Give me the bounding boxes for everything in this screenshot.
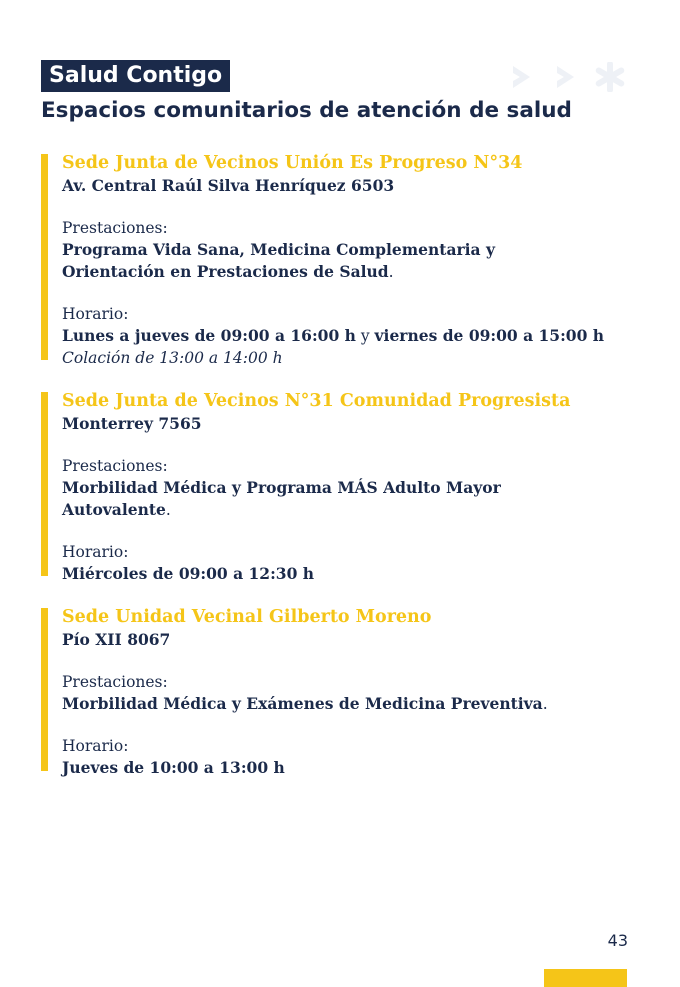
schedule-connector: y bbox=[355, 327, 375, 345]
services-line-2: Autovalente bbox=[62, 500, 166, 519]
services-text bbox=[62, 239, 642, 283]
footer-accent-bar bbox=[544, 969, 627, 987]
schedule-part-1: Lunes a jueves de 09:00 a 16:00 h bbox=[62, 326, 356, 345]
section-badge: Salud Contigo bbox=[41, 60, 230, 92]
chevron-right-icon bbox=[557, 66, 574, 88]
location-address: Pío XII 8067 bbox=[62, 630, 171, 649]
services-line-1: Morbilidad Médica y Exámenes de Medicina Preventiva bbox=[62, 694, 543, 713]
section-accent-bar bbox=[41, 392, 48, 576]
location-section-1 bbox=[41, 153, 641, 367]
services-period: . bbox=[542, 695, 548, 713]
header-decoration bbox=[510, 62, 630, 92]
services-line-2: Orientación en Prestaciones de Salud bbox=[62, 262, 389, 281]
services-text bbox=[62, 693, 642, 715]
location-title: Sede Unidad Vecinal Gilberto Moreno bbox=[62, 607, 432, 627]
services-label: Prestaciones: bbox=[62, 219, 168, 237]
location-section-2 bbox=[41, 391, 641, 583]
location-title: Sede Junta de Vecinos N°31 Comunidad Progresista bbox=[62, 391, 571, 411]
location-address: Av. Central Raúl Silva Henríquez 6503 bbox=[62, 176, 395, 195]
services-label: Prestaciones: bbox=[62, 673, 168, 691]
chevron-right-icon bbox=[513, 66, 530, 88]
page-subtitle: Espacios comunitarios de atención de salud bbox=[41, 98, 572, 123]
services-label: Prestaciones: bbox=[62, 457, 168, 475]
page-number: 43 bbox=[607, 931, 628, 950]
services-line-1: Programa Vida Sana, Medicina Complementaria y bbox=[62, 240, 495, 259]
services-text bbox=[62, 477, 642, 521]
services-line-1: Morbilidad Médica y Programa MÁS Adulto Mayor bbox=[62, 478, 501, 497]
services-period: . bbox=[388, 263, 394, 281]
section-accent-bar bbox=[41, 154, 48, 360]
schedule-label: Horario: bbox=[62, 543, 129, 561]
schedule-text: Miércoles de 09:00 a 12:30 h bbox=[62, 564, 315, 583]
schedule-text bbox=[62, 325, 642, 347]
location-title: Sede Junta de Vecinos Unión Es Progreso N°34 bbox=[62, 153, 523, 173]
schedule-label: Horario: bbox=[62, 305, 129, 323]
asterisk-icon bbox=[599, 64, 622, 90]
schedule-note: Colación de 13:00 a 14:00 h bbox=[62, 349, 283, 367]
location-address: Monterrey 7565 bbox=[62, 414, 202, 433]
section-accent-bar bbox=[41, 608, 48, 771]
services-period: . bbox=[165, 501, 171, 519]
schedule-part-2: viernes de 09:00 a 15:00 h bbox=[374, 326, 605, 345]
location-section-3 bbox=[41, 607, 641, 777]
schedule-text: Jueves de 10:00 a 13:00 h bbox=[62, 758, 285, 777]
schedule-label: Horario: bbox=[62, 737, 129, 755]
